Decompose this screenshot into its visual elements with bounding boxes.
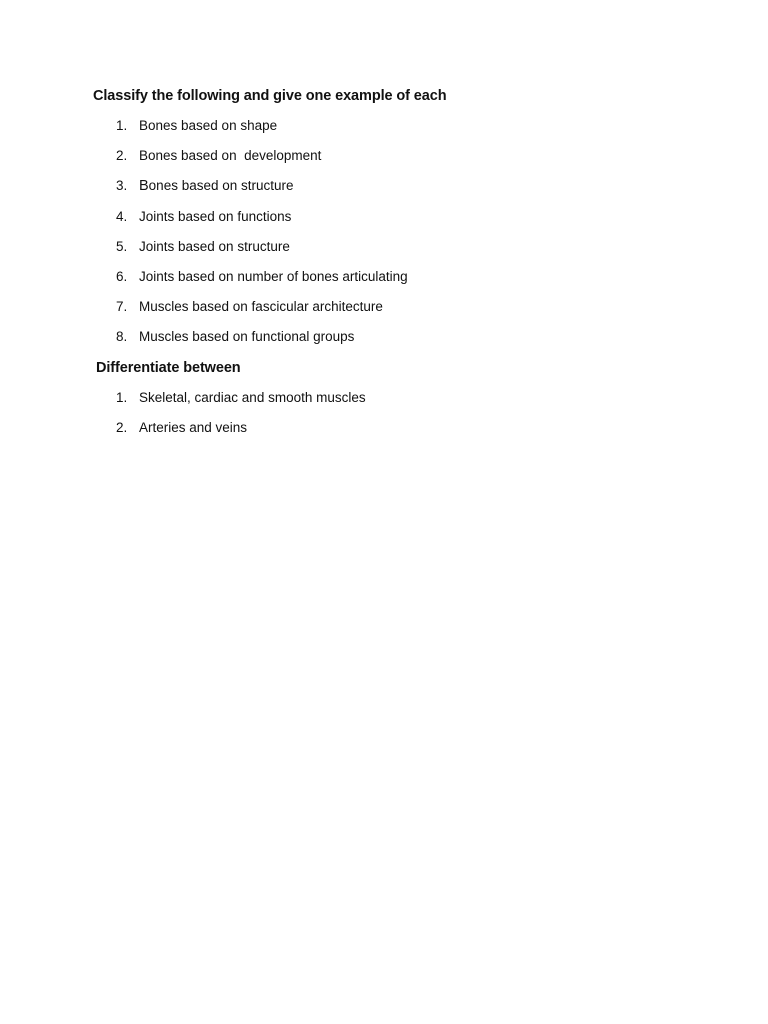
list-item — [0, 298, 768, 328]
list-item — [0, 389, 768, 419]
item-text: Muscles based on functional groups — [139, 329, 355, 345]
list-item — [0, 328, 768, 358]
list-item — [0, 268, 768, 298]
item-number: 3. — [116, 178, 128, 194]
item-text: Bones based on development — [139, 148, 322, 164]
differentiate-question-list — [0, 389, 768, 449]
section-heading-differentiate: Differentiate between — [96, 360, 241, 376]
item-text: Muscles based on fascicular architecture — [139, 299, 383, 315]
item-number: 8. — [116, 329, 128, 345]
item-text-rest: ones based on structure — [148, 178, 294, 194]
item-number: 1. — [116, 118, 128, 133]
item-number: 4. — [116, 208, 128, 224]
item-text: Joints based on functions — [139, 208, 292, 224]
list-item — [0, 117, 768, 147]
list-item — [0, 419, 768, 449]
classify-question-list — [0, 117, 768, 359]
list-item — [0, 238, 768, 268]
list-item — [0, 177, 768, 207]
item-text: Arteries and veins — [139, 420, 248, 436]
list-item — [0, 208, 768, 238]
item-text — [139, 177, 294, 195]
item-number: 7. — [116, 299, 128, 315]
item-number: 2. — [116, 148, 128, 164]
section-heading-classify: Classify the following and give one example of each — [93, 88, 447, 104]
item-number: 6. — [116, 268, 128, 284]
item-number: 1. — [116, 390, 128, 405]
item-number: 5. — [116, 238, 128, 254]
list-item — [0, 147, 768, 177]
item-text: Skeletal, cardiac and smooth muscles — [139, 390, 366, 405]
item-text: Joints based on number of bones articulating — [139, 268, 408, 284]
item-text-first-letter: B — [139, 178, 149, 195]
item-text: Bones based on shape — [139, 118, 278, 133]
item-number: 2. — [116, 420, 128, 436]
item-text: Joints based on structure — [139, 238, 290, 254]
